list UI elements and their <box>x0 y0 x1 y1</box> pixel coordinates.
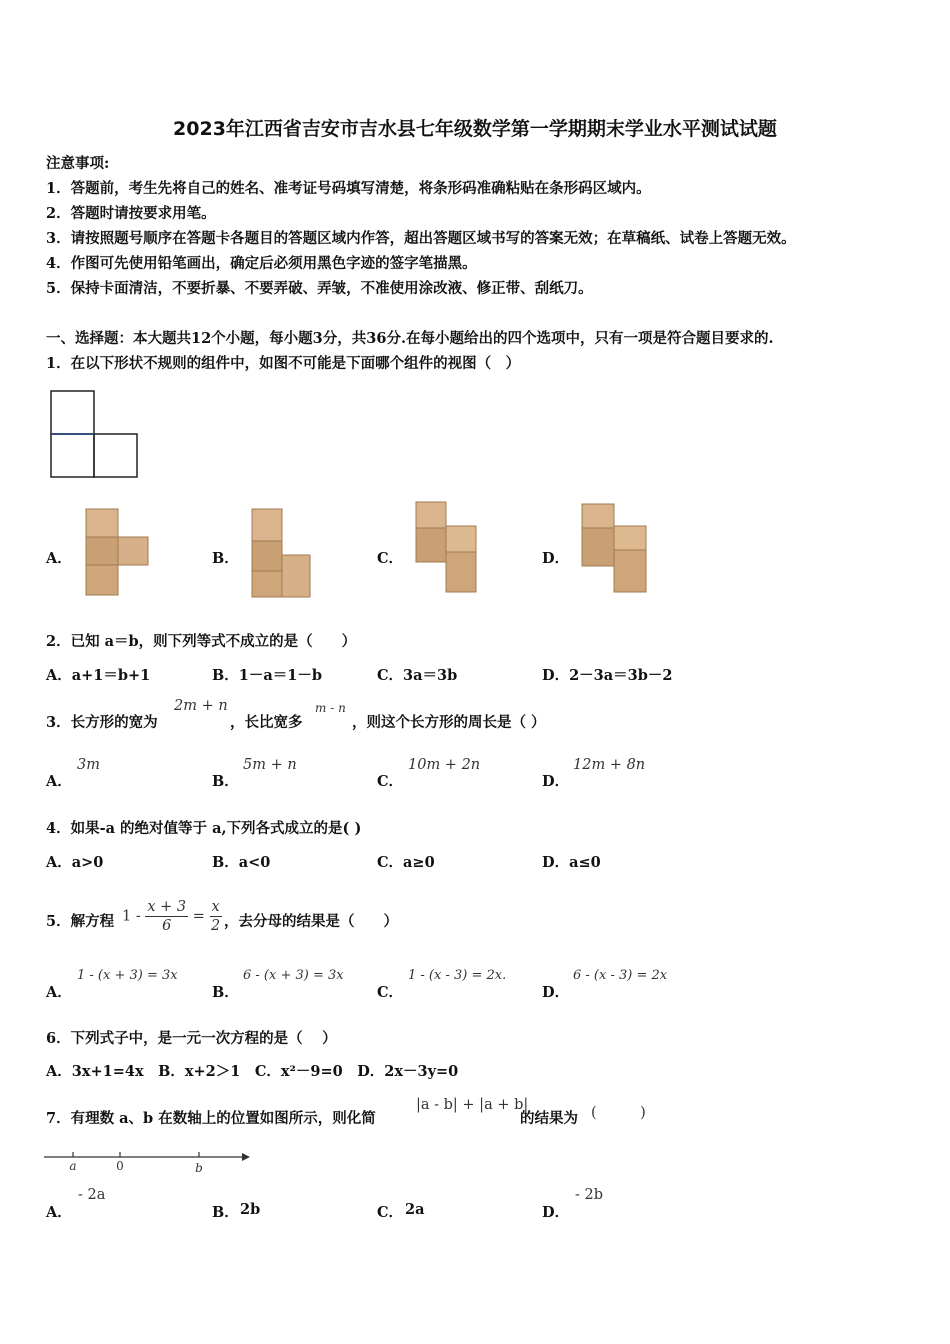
notice-item: 4．作图可先使用铅笔画出，确定后必须用黑色字迹的签字笔描黑。 <box>46 255 477 272</box>
question-4-stem: 4．如果-a 的绝对值等于 a,下列各式成立的是( ) <box>46 820 362 837</box>
option-a: - 2a <box>78 1187 106 1203</box>
option-label: D． <box>542 984 570 1001</box>
question-7-stem: 7．有理数 a、b 在数轴上的位置如图所示，则化简 <box>46 1110 376 1127</box>
option-label: B． <box>212 773 239 790</box>
question-1-stem: 1．在以下形状不规则的组件中，如图不可能是下面哪个组件的视图（ ） <box>46 355 521 372</box>
option-c: 2a <box>405 1201 425 1218</box>
option-d: - 2b <box>575 1187 604 1203</box>
section-heading: 一、选择题：本大题共12个小题，每小题3分，共36分.在每小题给出的四个选项中，只有一项是符合题目要求的. <box>46 330 774 347</box>
answer-blank: ( ) <box>591 1105 646 1121</box>
question-3-stem: ，长比宽多 <box>230 714 303 731</box>
axis-label-b: b <box>195 1161 203 1175</box>
option-label: C． <box>377 550 404 567</box>
block-shape-a <box>82 505 152 600</box>
option-label: C． <box>377 984 404 1001</box>
option-a: 1 - (x + 3) = 3x <box>77 968 178 983</box>
numerator: x <box>211 899 220 915</box>
option-c: C．a≥0 <box>377 854 435 871</box>
notice-item: 1．答题前，考生先将自己的姓名、准考证号码填写清楚，将条形码准确粘贴在条形码区域内。 <box>46 180 651 197</box>
option-d: 6 - (x - 3) = 2x <box>573 968 668 983</box>
page-title: 2023年江西省吉安市吉水县七年级数学第一学期期末学业水平测试试题 <box>173 118 777 140</box>
options-row: A．3x+1=4x B．x+2＞1 C．x²－9=0 D．2x－3y=0 <box>46 1063 459 1080</box>
option-label: B． <box>212 550 239 567</box>
option-c: C．3a＝3b <box>377 667 458 684</box>
question-2-stem: 2．已知 a＝b，则下列等式不成立的是（ ） <box>46 633 357 650</box>
option-label: D． <box>542 773 570 790</box>
question-7-stem: 的结果为 <box>520 1110 578 1127</box>
view-diagram <box>50 390 140 480</box>
question-6-stem: 6．下列式子中，是一元一次方程的是（ ） <box>46 1030 337 1047</box>
option-b: 5m + n <box>243 757 297 773</box>
option-d: 12m + 8n <box>573 757 646 773</box>
option-d: D．2－3a＝3b－2 <box>542 667 673 684</box>
formula: 2m + n <box>174 698 228 714</box>
axis-label-zero: 0 <box>116 1159 124 1173</box>
question-5-stem: ，去分母的结果是（ ） <box>224 913 398 930</box>
option-label: A． <box>46 550 72 567</box>
option-c: 10m + 2n <box>408 757 481 773</box>
question-3-stem: 3．长方形的宽为 <box>46 714 158 731</box>
option-label: C． <box>377 773 404 790</box>
option-label: B． <box>212 984 239 1001</box>
notice-item: 5．保持卡面清洁，不要折暴、不要弄破、弄皱，不准使用涂改液、修正带、刮纸刀。 <box>46 280 593 297</box>
option-label: D． <box>542 1204 570 1221</box>
denominator: 2 <box>210 918 221 934</box>
fraction <box>145 898 188 935</box>
option-b: 2b <box>240 1201 261 1218</box>
formula: m - n <box>315 701 346 715</box>
option-label: A． <box>46 984 72 1001</box>
option-label: B． <box>212 1204 239 1221</box>
block-shape-d <box>578 500 653 598</box>
number-line <box>42 1148 257 1178</box>
option-label: A． <box>46 1204 72 1221</box>
option-b: 6 - (x + 3) = 3x <box>243 968 344 983</box>
option-b: B．1－a＝1－b <box>212 667 322 684</box>
notice-heading: 注意事项: <box>46 155 110 172</box>
option-c: 1 - (x - 3) = 2x. <box>408 968 507 983</box>
notice-item: 2．答题时请按要求用笔。 <box>46 205 216 222</box>
option-a: 3m <box>77 757 100 773</box>
question-3-stem: ，则这个长方形的周长是（ ） <box>352 714 546 731</box>
block-shape-b <box>246 505 316 600</box>
option-b: B．a<0 <box>212 854 271 871</box>
fraction <box>210 898 222 935</box>
option-a: A．a+1＝b+1 <box>46 667 151 684</box>
option-label: C． <box>377 1204 404 1221</box>
block-shape-c <box>412 498 482 598</box>
denominator: 6 <box>162 918 172 934</box>
equation-lhs: 1 - <box>122 908 141 925</box>
formula: |a - b| + |a + b| <box>416 1097 529 1113</box>
equals-sign: = <box>192 908 205 925</box>
axis-label-a: a <box>69 1159 77 1173</box>
option-label: D． <box>542 550 570 567</box>
numerator: x + 3 <box>147 899 187 915</box>
option-d: D．a≤0 <box>542 854 601 871</box>
question-5-stem: 5．解方程 <box>46 913 115 930</box>
equation <box>122 898 222 935</box>
option-label: A． <box>46 773 72 790</box>
notice-item: 3．请按照题号顺序在答题卡各题目的答题区域内作答，超出答题区域书写的答案无效；在草稿纸、试卷上答题无效。 <box>46 230 796 247</box>
option-a: A．a>0 <box>46 854 104 871</box>
